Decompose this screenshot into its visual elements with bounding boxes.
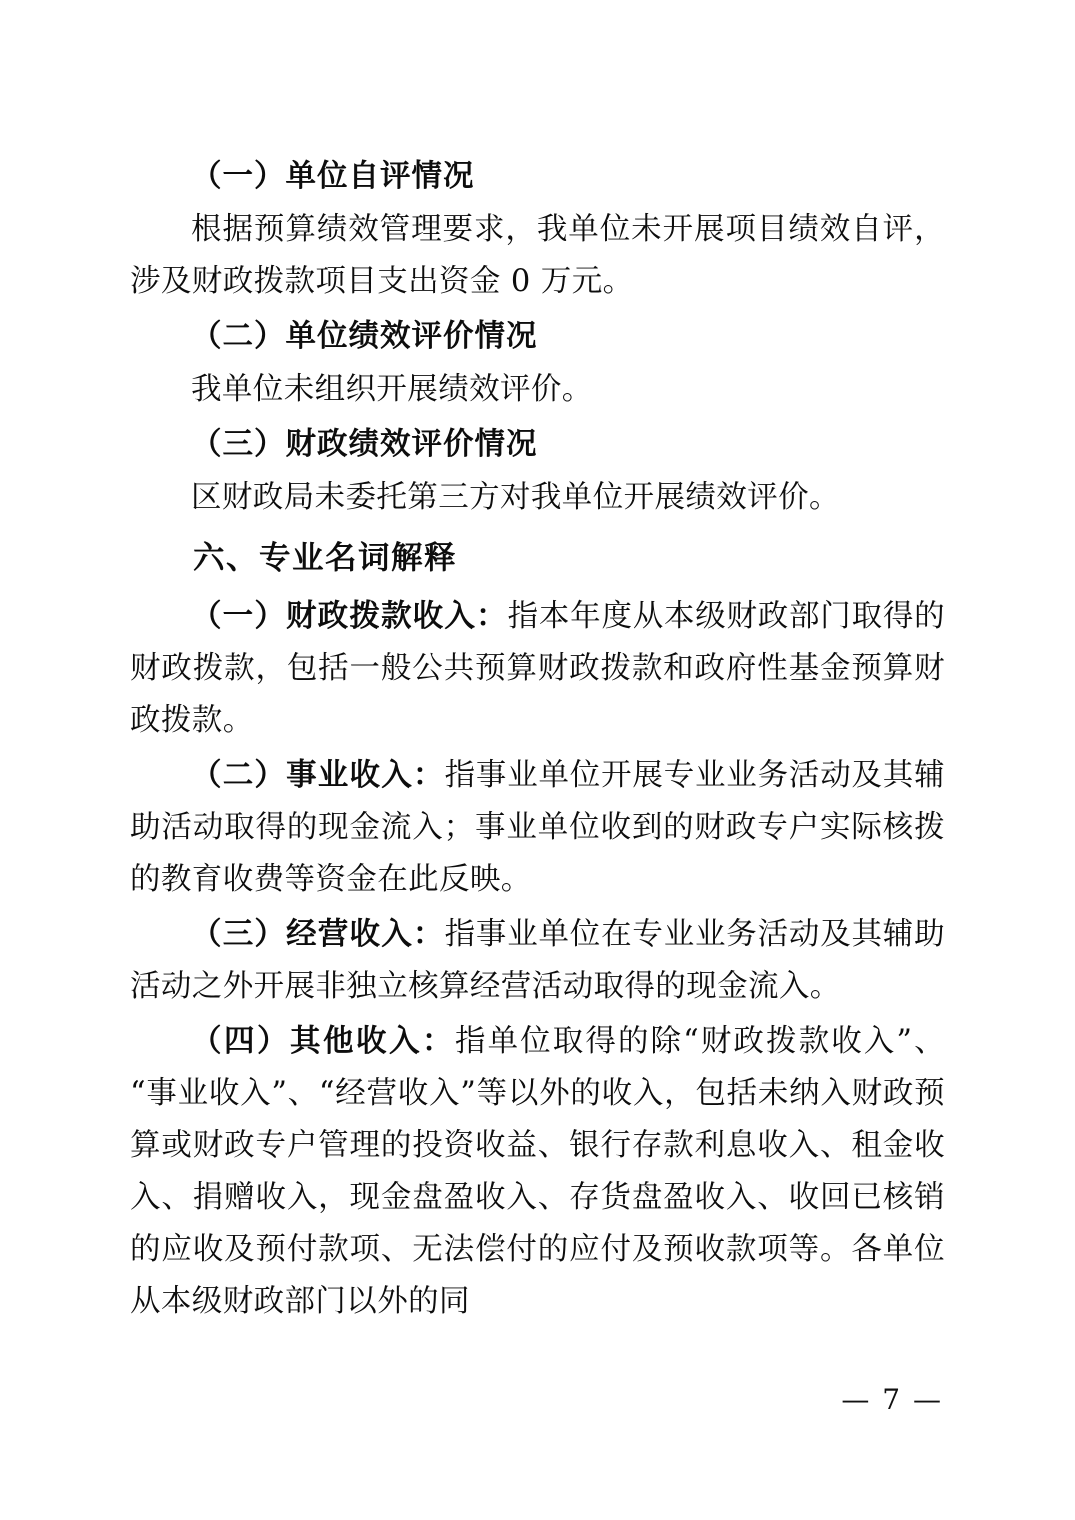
term-paragraph-business-income [130,749,945,906]
term-label-business-income: （二）事业收入： [191,757,445,793]
term-label-fiscal-appropriation: （一）财政拨款收入： [191,598,508,634]
subsection-heading-1: （一）单位自评情况 [191,158,475,194]
paragraph-unit-evaluation: 我单位未组织开展绩效评价。 [191,372,593,407]
term-text-other-income: 指单位取得的除“财政拨款收入”、“事业收入”、“经营收入”等以外的收入，包括未纳入财政预算或财政专户管理的投资收益、银行存款利息收入、租金收入、捐赠收入，现金盘盈收入、存货盘盈收入、收回已核销的应收及预付款项、无法偿付的应付及预收款项等。各单位从本级财政部门以外的同 [130,1024,945,1319]
section-heading-terms: 六、专业名词解释 [193,539,458,576]
term-text-fiscal-appropriation: 指本年度从本级财政部门取得的财政拨款，包括一般公共预算财政拨款和政府性基金预算财政拨款。 [130,599,945,738]
term-label-operating-income: （三）经营收入： [191,916,445,952]
subsection-heading-3: （三）财政绩效评价情况 [191,426,538,462]
paragraph-finance-evaluation: 区财政局未委托第三方对我单位开展绩效评价。 [191,480,840,515]
term-text-business-income: 指事业单位开展专业业务活动及其辅助活动取得的现金流入；事业单位收到的财政专户实际核拨的教育收费等资金在此反映。 [130,758,946,897]
document-body [130,150,945,1328]
paragraph-self-assessment: 根据预算绩效管理要求，我单位未开展项目绩效自评，涉及财政拨款项目支出资金 0 万元。 [130,212,945,299]
subsection-heading-2: （二）单位绩效评价情况 [191,318,538,354]
term-paragraph-operating-income [130,908,945,1013]
term-paragraph-fiscal-appropriation [130,590,945,747]
page-number: — 7 — [841,1383,943,1416]
term-paragraph-other-income [130,1015,945,1328]
term-label-other-income: （四）其他收入： [191,1023,455,1059]
term-text-operating-income: 指事业单位在专业业务活动及其辅助活动之外开展非独立核算经营活动取得的现金流入。 [130,917,946,1004]
